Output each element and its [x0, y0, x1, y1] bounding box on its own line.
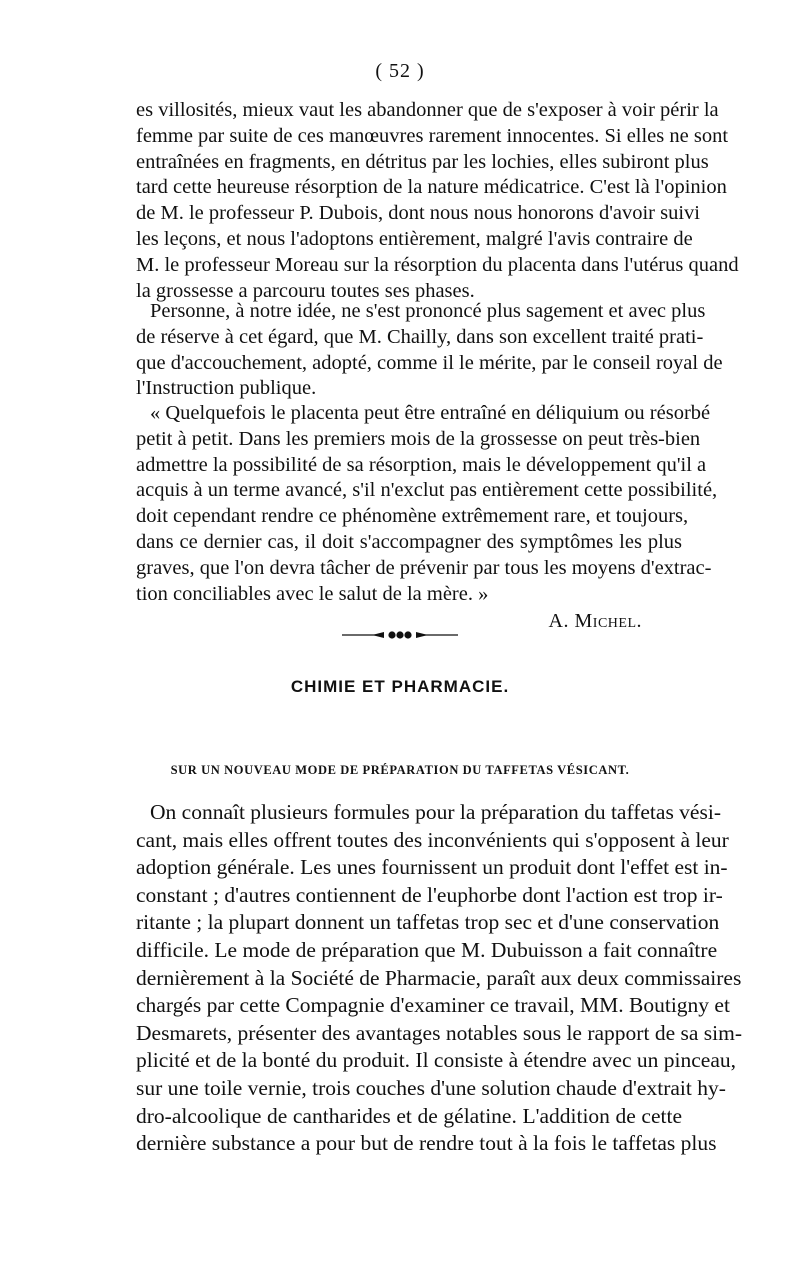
text-line: difficile. Le mode de préparation que M. Dubuisson a fait connaître [136, 937, 718, 962]
author-signature [549, 610, 642, 633]
text-line: admettre la possibilité de sa résorption, mais le développement qu'il a [136, 453, 707, 476]
text-line: l'Instruction publique. [136, 377, 317, 400]
text-line: cant, mais elles offrent toutes des inconvénients qui s'opposent à leur [136, 827, 729, 852]
text-line: dernière substance a pour but de rendre tout à la fois le taffetas plus [136, 1131, 717, 1156]
text-line: dans ce dernier cas, il doit s'accompagner des symptômes les plus [136, 530, 682, 553]
text-line: que d'accouchement, adopté, comme il le mérite, par le conseil royal de [136, 351, 723, 374]
text-line: dro-alcoolique de cantharides et de gélatine. L'addition de cette [136, 1103, 682, 1128]
text-line: « Quelquefois le placenta peut être entraîné en déliquium ou résorbé [150, 402, 711, 424]
text-line: femme par suite de ces manœuvres rarement innocentes. Si elles ne sont [136, 124, 729, 147]
text-line: doit cependant rendre ce phénomène extrêmement rare, et toujours, [136, 505, 689, 528]
text-line: On connaît plusieurs formules pour la préparation du taffetas vési- [150, 800, 721, 824]
text-line: Personne, à notre idée, ne s'est prononcé plus sagement et avec plus [150, 300, 706, 322]
text-line: graves, que l'on devra tâcher de prévenir par tous les moyens d'extrac- [136, 556, 712, 579]
text-line: constant ; d'autres contiennent de l'euphorbe dont l'action est trop ir- [136, 882, 723, 907]
section-divider-ornament [342, 629, 458, 641]
text-line: dernièrement à la Société de Pharmacie, paraît aux deux commissaires [136, 965, 742, 990]
text-line: de M. le professeur P. Dubois, dont nous nous honorons d'avoir suivi [136, 202, 701, 225]
text-line: sur une toile vernie, trois couches d'une solution chaude d'extrait hy- [136, 1075, 726, 1100]
text-line: ritante ; la plupart donnent un taffetas trop sec et d'une conservation [136, 910, 720, 935]
signature-name: Michel. [574, 610, 642, 632]
text-line: chargés par cette Compagnie d'examiner ce travail, MM. Boutigny et [136, 993, 730, 1018]
text-line: acquis à un terme avancé, s'il n'exclut pas entièrement cette possibilité, [136, 479, 718, 502]
text-line: plicité et de la bonté du produit. Il consiste à étendre avec un pinceau, [136, 1048, 736, 1073]
text-line: tion conciliables avec le salut de la mère. » [136, 582, 489, 605]
paragraph-continuation [136, 98, 739, 304]
text-line: M. le professeur Moreau sur la résorption du placenta dans l'utérus quand [136, 253, 739, 276]
article-body [136, 799, 742, 1158]
text-line: es villosités, mieux vaut les abandonner que de s'exposer à voir périr la [136, 99, 719, 121]
paragraph-chailly [136, 299, 723, 402]
text-line: Desmarets, présenter des avantages notables sous le rapport de sa sim- [136, 1020, 742, 1045]
text-line: tard cette heureuse résorption de la nature médicatrice. C'est là l'opinion [136, 176, 727, 199]
text-line: les leçons, et nous l'adoptons entièrement, malgré l'avis contraire de [136, 227, 693, 250]
text-line: entraînées en fragments, en détritus par les lochies, elles subiront plus [136, 150, 709, 173]
section-heading: CHIMIE ET PHARMACIE. [290, 677, 510, 696]
text-line: petit à petit. Dans les premiers mois de la grossesse on peut très-bien [136, 427, 701, 450]
page-number: ( 52 ) [375, 60, 425, 82]
paragraph-quotation [136, 401, 718, 607]
text-line: la grossesse a parcouru toutes ses phases. [136, 279, 475, 302]
article-heading: SUR UN NOUVEAU MODE DE PRÉPARATION DU TAFFETAS VÉSICANT. [170, 763, 630, 777]
signature-initial: A. [548, 610, 569, 632]
text-line: de réserve à cet égard, que M. Chailly, dans son excellent traité prati- [136, 325, 704, 348]
text-line: adoption générale. Les unes fournissent un produit dont l'effet est in- [136, 855, 728, 880]
